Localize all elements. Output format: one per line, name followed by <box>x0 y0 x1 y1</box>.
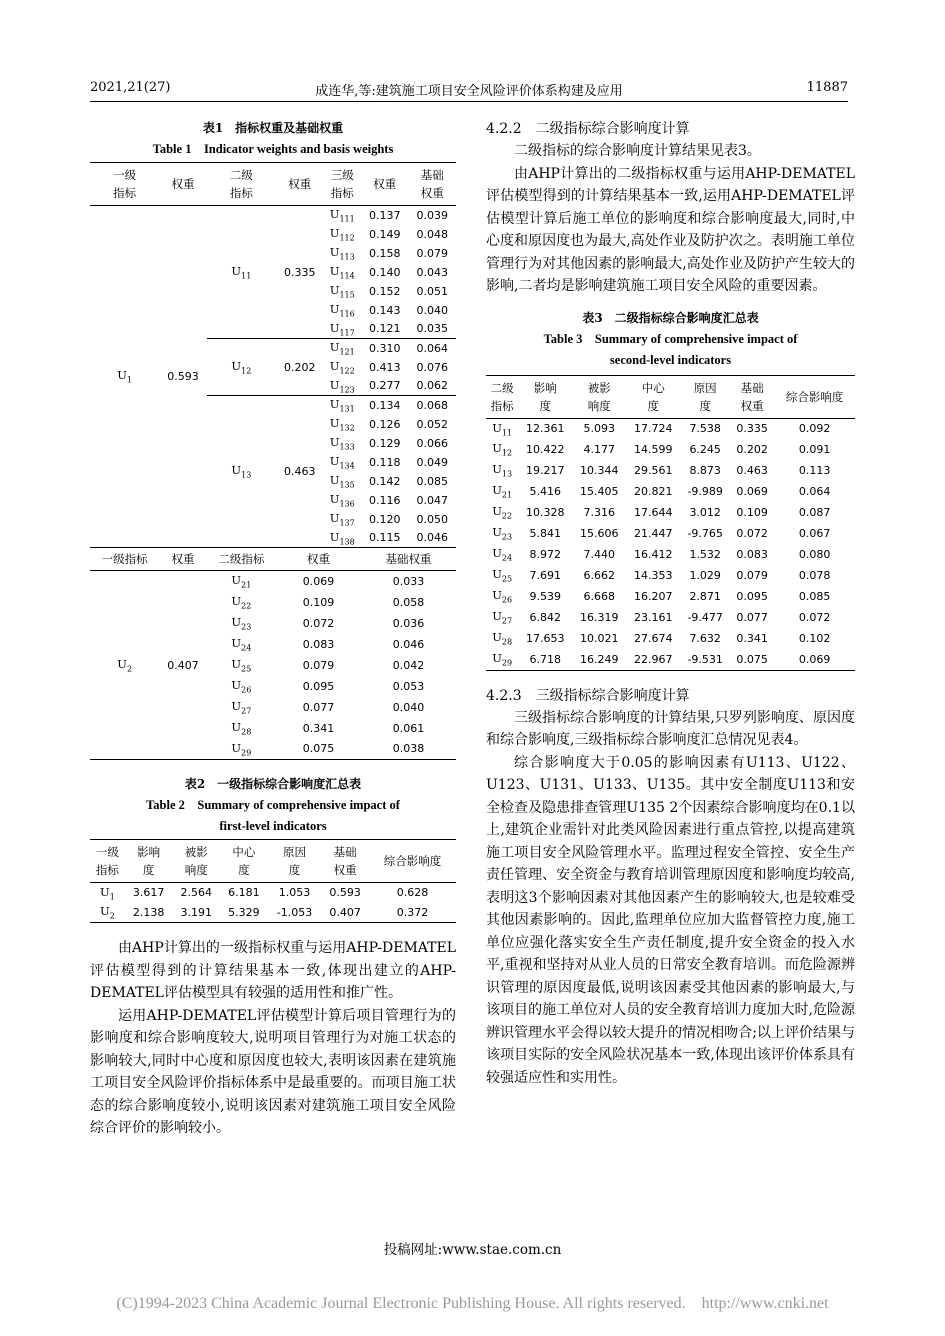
table3-cell-col6: 0.069 <box>798 652 831 666</box>
table1-level3-cell: $U_{111}$ <box>329 207 355 224</box>
table1-level3-cell: $U_{116}$ <box>329 301 355 319</box>
table3-cell-col2: 6.668 <box>583 590 616 603</box>
table1-level3-weight: 0.149 <box>369 227 401 241</box>
table1-level3-weight: 0.310 <box>369 341 401 355</box>
table1-u2-basis-weight: 0.061 <box>392 721 425 735</box>
table2-cell-col5: 0.593 <box>329 886 361 900</box>
table3-cell-col4: 6.245 <box>689 443 721 456</box>
section-423-title: 4.2.3 三级指标综合影响度计算 <box>486 687 690 704</box>
table1-level3-cell: $U_{113}$ <box>329 244 355 262</box>
table1-u2-level2-cell: $U_{27}$ <box>231 698 252 716</box>
table3-cell-col2: 10.021 <box>580 632 619 645</box>
table1-subheader-4: 基础权重 <box>385 552 432 566</box>
table3-cell-col5: 0.109 <box>736 506 768 519</box>
table1-u2-level2-weight: 0.095 <box>302 679 335 693</box>
table3-cell-col3: 16.207 <box>634 590 673 603</box>
table2-header-3: 中心 度 <box>220 840 268 883</box>
table1-level1-weight: 0.593 <box>167 370 199 383</box>
table1-basis-weight: 0.050 <box>416 512 448 526</box>
table1-basis-weight: 0.062 <box>409 377 457 396</box>
table1-subheader-2: 二级指标 <box>218 552 265 566</box>
table1-caption-en: Table 1 Indicator weights and basis weights <box>152 142 394 156</box>
table1-level2-cell: $U_{11}$ <box>207 206 276 339</box>
table1-level3-cell: $U_{134}$ <box>329 453 355 471</box>
table2-header-5: 基础 权重 <box>321 840 369 883</box>
table3-cell-col0: $U_{11}$ <box>492 420 513 437</box>
table3-cell-col3: 22.967 <box>634 652 673 666</box>
header-page-number: 11887 <box>806 80 848 95</box>
table1-level3-cell: $U_{138}$ <box>329 529 355 546</box>
table1-basis-weight: 0.047 <box>416 493 448 507</box>
table2-cell-col1: 3.617 <box>132 886 165 900</box>
table1-level2-weight: 0.202 <box>276 339 323 396</box>
table2-caption-en-2: first-level indicators <box>219 819 327 833</box>
table1-level3-weight: 0.116 <box>369 493 401 507</box>
table3-cell-col2: 6.662 <box>583 569 616 582</box>
table1-level2-weight: 0.463 <box>283 465 316 478</box>
table1-level3-cell: $U_{137}$ <box>329 510 355 528</box>
table3-cell-col2: 15.606 <box>580 527 619 540</box>
table3-header-3: 中心 度 <box>626 375 680 418</box>
table1-u2-basis-weight: 0.036 <box>392 616 425 630</box>
table1-level2-cell: $U_{12}$ <box>207 339 276 396</box>
table3-cell-col3: 29.561 <box>634 464 673 477</box>
table1-u2-level2-cell: $U_{25}$ <box>231 656 252 674</box>
table1-level3-cell: $U_{112}$ <box>329 225 355 243</box>
table1-u2-level2-cell: $U_{28}$ <box>231 719 252 737</box>
table1-level3-weight: 0.137 <box>369 208 401 222</box>
table3-header-6: 综合影响度 <box>774 375 855 418</box>
table1-basis-weight: 0.051 <box>416 284 448 298</box>
table1-level3-weight: 0.129 <box>369 436 401 450</box>
table1-level3-cell: $U_{136}$ <box>329 491 355 509</box>
table2-cell-col0: $U_1$ <box>99 884 115 901</box>
left-paragraph-2: 运用AHP-DEMATEL评估模型计算后项目管理行为的影响度和综合影响度较大,说明项目管理行为对施工状态的影响较大,同时中心度和原因度也较大,表明该因素在建筑施工项目安全风险评价指标体系中是最重要的。而项目施工状态的综合影响度较小,说明该因素对建筑施工项目安全风险综合评价的影响较小。 <box>90 1007 456 1136</box>
table3-cell-col1: 12.361 <box>526 422 565 436</box>
section-422-paragraph-1: 二级指标的综合影响度计算结果见表3。 <box>514 143 761 159</box>
table1-level3-weight: 0.118 <box>369 455 401 469</box>
table3 <box>486 375 855 671</box>
table3-cell-col4: -9.765 <box>687 527 723 540</box>
table1-level3-weight: 0.115 <box>369 531 401 545</box>
table1-level1-cell: $U_1$ <box>117 368 133 385</box>
table3-cell-col6: 0.067 <box>798 527 831 540</box>
table1-header-6: 基础 权重 <box>409 163 457 206</box>
table1-basis-weight: 0.064 <box>416 341 448 355</box>
table3-cell-col0: $U_{28}$ <box>492 630 513 647</box>
table3-cell-col5: 0.335 <box>736 422 768 436</box>
table3-cell-col4: 1.029 <box>689 569 721 582</box>
table1-u2-basis-weight: 0.058 <box>392 595 425 609</box>
table1-u2-basis-weight: 0.042 <box>392 658 425 672</box>
table3-cell-col5: 0.072 <box>736 527 768 540</box>
table1-header-3: 权重 <box>276 163 323 206</box>
table3-cell-col1: 5.841 <box>529 527 562 540</box>
table3-cell-col6: 0.064 <box>798 485 831 498</box>
table1-level3-weight: 0.126 <box>369 417 401 431</box>
table1-u2-basis-weight: 0.053 <box>392 679 425 693</box>
table1-basis-weight: 0.043 <box>416 265 448 279</box>
table3-cell-col6: 0.072 <box>798 611 831 624</box>
section-423-paragraph-2: 综合影响度大于0.05的影响因素有U113、U122、U123、U131、U133、U135。其中安全制度U113和安全检查及隐患排查管理U135 2个因素综合影响度均在0.1以上,建筑企业需针对此类风险因素进行重点管控,以提高建筑施工项目安全风险管理水平。监理过程安全管控、安全生产责任管理、安全资金与教育培训管理原因度和影响度均较高,表明这3个影响因素对其他因素产生的影响较大,也是较难受其他因素影响的。因此,监理单位应加大监督管控力度,施工单位应强化落实安全生产责任制度,提升安全资金的投入水平,重视和坚持对从业人员的日常安全教育培训。而危险源辨识管理的原因度最低,说明该因素受其他因素的影响最大,与该项目的施工单位对人员的安全教育培训力度加大时,危险源辨识管理水平会得以较大提升的情况相吻合;以上评价结果与该项目实际的安全风险状况基本一致,体现出该评价体系具有较强适应性和实用性。 <box>486 754 855 1086</box>
table3-cell-col0: $U_{22}$ <box>492 504 513 521</box>
table2-header-6: 综合影响度 <box>369 840 456 883</box>
table1-level3-cell: $U_{132}$ <box>329 415 355 433</box>
table1-subheader-1: 权重 <box>171 552 195 566</box>
table1-u2-basis-weight: 0.033 <box>392 574 425 588</box>
table1-level3-cell: $U_{121}$ <box>329 340 355 357</box>
header-issue: 2021,21(27) <box>90 80 171 95</box>
table1-level3-weight: 0.120 <box>369 512 401 526</box>
table3-cell-col5: 0.075 <box>736 652 768 666</box>
table3-header-5: 基础 权重 <box>730 375 774 418</box>
table3-cell-col1: 6.842 <box>529 611 562 624</box>
table3-cell-col3: 16.412 <box>634 548 673 561</box>
table1-basis-weight: 0.046 <box>416 531 448 545</box>
left-paragraph-1: 由AHP计算出的一级指标权重与运用AHP-DEMATEL评估模型得到的计算结果基本一致,体现出建立的AHP-DEMATEL评估模型具有较强的适用性和推广性。 <box>90 940 456 1001</box>
table1-u2-level2-weight: 0.341 <box>302 721 335 735</box>
table1-u2-level2-cell: $U_{24}$ <box>231 635 252 653</box>
table3-cell-col3: 17.644 <box>634 506 673 519</box>
running-header <box>90 80 848 102</box>
table3-cell-col1: 17.653 <box>526 632 565 645</box>
table3-caption-en-1: Table 3 Summary of comprehensive impact of <box>543 331 798 346</box>
table1-level3-cell: $U_{133}$ <box>329 434 355 452</box>
table3-header-1: 影响 度 <box>518 375 572 418</box>
table1-level2-weight: 0.335 <box>276 206 323 339</box>
table3-cell-col0: $U_{21}$ <box>492 483 513 500</box>
header-title: 成连华,等:建筑施工项目安全风险评价体系构建及应用 <box>315 84 623 99</box>
table2-cell-col4: 1.053 <box>278 886 311 900</box>
table3-cell-col6: 0.078 <box>798 569 831 582</box>
table1-caption-cn: 表1 指标权重及基础权重 <box>202 121 344 135</box>
table1-u2-level2-weight: 0.075 <box>302 742 335 756</box>
table1-level3-weight: 0.121 <box>361 320 408 339</box>
table1-basis-weight: 0.076 <box>416 360 448 374</box>
table3-cell-col3: 20.821 <box>634 485 673 498</box>
table3-cell-col2: 4.177 <box>583 443 616 456</box>
table2-header-4: 原因 度 <box>268 840 322 883</box>
table3-cell-col6: 0.092 <box>798 422 831 436</box>
table3-caption-cn: 表3 二级指标综合影响度汇总表 <box>582 310 759 325</box>
table3-cell-col1: 10.422 <box>526 443 565 456</box>
table3-header-4: 原因 度 <box>680 375 730 418</box>
table1-u2-level2-cell: $U_{26}$ <box>231 677 252 695</box>
table3-cell-col1: 10.328 <box>526 506 565 519</box>
table1-u2-level2-weight: 0.072 <box>302 616 335 630</box>
table2-cell-col3: 5.329 <box>228 905 260 919</box>
table3-caption-en-2: second-level indicators <box>609 352 732 367</box>
table1-subheader-3: 权重 <box>307 552 331 566</box>
table3-cell-col4: -9.531 <box>687 652 723 666</box>
table3-cell-col1: 7.691 <box>529 569 562 582</box>
table3-cell-col6: 0.091 <box>798 443 831 456</box>
table3-cell-col4: 7.538 <box>689 422 721 436</box>
table3-cell-col3: 14.353 <box>634 569 673 582</box>
table1-level3-cell: $U_{131}$ <box>329 397 355 414</box>
table1-level3-weight: 0.158 <box>369 246 401 260</box>
table3-cell-col5: 0.077 <box>736 611 768 624</box>
table3-cell-col2: 16.249 <box>580 652 619 666</box>
table3-cell-col3: 17.724 <box>634 422 673 436</box>
table1-level3-weight: 0.152 <box>369 284 401 298</box>
table1-u2-level2-cell: $U_{29}$ <box>231 740 252 757</box>
table3-cell-col2: 7.440 <box>583 548 616 561</box>
table2-header-1: 影响 度 <box>125 840 173 883</box>
table1-header-4: 三级 指标 <box>323 163 361 206</box>
table3-cell-col5: 0.202 <box>736 443 768 456</box>
table1-level3-weight: 0.143 <box>369 303 401 317</box>
table3-cell-col4: 3.012 <box>689 506 721 519</box>
table3-cell-col2: 7.316 <box>583 506 616 519</box>
table1-u2-level2-weight: 0.079 <box>302 658 335 672</box>
table3-cell-col0: $U_{13}$ <box>492 462 513 479</box>
table3-cell-col4: 8.873 <box>689 464 721 477</box>
table2-cell-col5: 0.407 <box>329 905 361 919</box>
table3-cell-col4: 1.532 <box>689 548 721 561</box>
table1-u2-level1-cell: $U_2$ <box>117 656 133 674</box>
table2-header-0: 一级 指标 <box>90 840 125 883</box>
table3-cell-col6: 0.085 <box>798 590 831 603</box>
section-422-paragraph-2: 由AHP计算出的二级指标权重与运用AHP-DEMATEL评估模型得到的计算结果基本一致,运用AHP-DEMATEL评估模型计算后施工单位的影响度和综合影响度最大,同时,中心度和原因度也为最大,高处作业及防护次之。表明施工单位管理行为对其他因素的影响最大,高处作业及防护产生较大的影响,二者均是影响建筑施工项目安全风险的重要因素。 <box>486 165 855 294</box>
table3-header-2: 被影 响度 <box>572 375 626 418</box>
table3-cell-col1: 5.416 <box>529 485 562 498</box>
table3-cell-col6: 0.102 <box>798 632 831 645</box>
section-423-paragraph-1: 三级指标综合影响度的计算结果,只罗列影响度、原因度和综合影响度,三级指标综合影响度汇总情况见表4。 <box>486 709 855 748</box>
table1-basis-weight: 0.049 <box>416 455 448 469</box>
table1-u2-basis-weight: 0.046 <box>392 637 425 651</box>
table3-cell-col2: 15.405 <box>580 485 619 498</box>
table3-cell-col1: 8.972 <box>529 548 562 561</box>
table1-u2-level2-weight: 0.077 <box>302 700 335 714</box>
table3-cell-col1: 9.539 <box>529 590 562 603</box>
table3-cell-col0: $U_{26}$ <box>492 588 513 605</box>
table3-cell-col5: 0.341 <box>736 632 768 645</box>
table3-cell-col2: 10.344 <box>580 464 619 477</box>
table1-level3-cell: $U_{122}$ <box>329 358 355 376</box>
table2-cell-col1: 2.138 <box>132 905 165 919</box>
table2-cell-col6: 0.628 <box>396 886 429 900</box>
table3-cell-col4: 2.871 <box>689 590 721 603</box>
table1-u2-basis-weight: 0.038 <box>392 742 425 756</box>
table3-cell-col4: -9.477 <box>687 611 723 624</box>
table1-basis-weight: 0.035 <box>409 320 457 339</box>
table2-header-2: 被影 响度 <box>172 840 220 883</box>
table3-cell-col0: $U_{23}$ <box>492 525 513 542</box>
table3-cell-col5: 0.463 <box>736 464 768 477</box>
table2-cell-col0: $U_2$ <box>99 904 115 921</box>
table1-u2-level1-weight: 0.407 <box>167 658 199 672</box>
table3-cell-col1: 19.217 <box>526 464 565 477</box>
table2-caption-en-1: Table 2 Summary of comprehensive impact of <box>146 798 400 812</box>
table3-cell-col6: 0.080 <box>798 548 831 561</box>
table1-basis-weight: 0.039 <box>416 208 448 222</box>
table3-cell-col2: 16.319 <box>580 611 619 624</box>
table2-caption-cn: 表2 一级指标综合影响度汇总表 <box>184 777 362 791</box>
table1-level3-cell: $U_{115}$ <box>329 282 355 300</box>
table1-level3-cell: $U_{114}$ <box>329 263 355 281</box>
table1-level3-weight: 0.140 <box>369 265 401 279</box>
table1-u2-level2-weight: 0.069 <box>302 574 335 588</box>
table1-basis-weight: 0.052 <box>416 417 448 431</box>
table3-header-0: 二级 指标 <box>486 375 518 418</box>
header-rule <box>90 101 848 102</box>
table3-cell-col5: 0.083 <box>736 548 768 561</box>
table2-cell-col3: 6.181 <box>228 886 260 900</box>
table1-level3-cell: $U_{123}$ <box>323 377 361 396</box>
table3-cell-col2: 5.093 <box>583 422 616 436</box>
table1-basis-weight: 0.040 <box>416 303 448 317</box>
table1 <box>90 162 456 760</box>
table3-cell-col6: 0.113 <box>798 464 831 477</box>
section-422-title: 4.2.2 二级指标综合影响度计算 <box>486 121 690 137</box>
table1-basis-weight: 0.079 <box>416 246 448 260</box>
table1-level3-weight: 0.277 <box>361 377 408 396</box>
table3-cell-col5: 0.069 <box>736 485 768 498</box>
table3-cell-col4: -9.989 <box>687 485 723 498</box>
table3-cell-col0: $U_{29}$ <box>492 651 513 668</box>
table1-basis-weight: 0.085 <box>416 474 448 488</box>
table1-u2-basis-weight: 0.040 <box>392 700 425 714</box>
table3-cell-col1: 6.718 <box>529 652 562 666</box>
right-column <box>486 118 855 1089</box>
table2-cell-col4: -1.053 <box>276 905 313 919</box>
table3-cell-col4: 7.632 <box>689 632 721 645</box>
table3-cell-col5: 0.095 <box>736 590 768 603</box>
table3-cell-col0: $U_{27}$ <box>492 609 513 626</box>
table3-cell-col0: $U_{12}$ <box>492 441 513 458</box>
table1-header-2: 二级 指标 <box>207 163 276 206</box>
table1-u2-level2-cell: $U_{22}$ <box>231 593 252 611</box>
table3-cell-col5: 0.079 <box>736 569 768 582</box>
table1-level3-cell: $U_{117}$ <box>323 320 361 339</box>
table1-u2-level2-cell: $U_{21}$ <box>231 573 252 590</box>
table1-level3-weight: 0.413 <box>369 360 401 374</box>
table1-u2-level2-weight: 0.083 <box>302 637 335 651</box>
table1-level3-weight: 0.142 <box>369 474 401 488</box>
table1-level3-weight: 0.134 <box>369 398 401 412</box>
table1-u2-level2-cell: $U_{23}$ <box>231 614 252 632</box>
table2-cell-col2: 2.564 <box>180 886 212 900</box>
table1-header-1: 权重 <box>159 163 206 206</box>
table3-cell-col3: 14.599 <box>634 443 673 456</box>
table3-cell-col0: $U_{25}$ <box>492 567 513 584</box>
table3-cell-col3: 27.674 <box>634 632 673 645</box>
copyright-line: (C)1994-2023 China Academic Journal Electronic Publishing House. All rights reserved. http://www.cnki.net <box>116 1295 829 1312</box>
table3-cell-col3: 23.161 <box>634 611 673 624</box>
table1-subheader-0: 一级指标 <box>101 552 148 566</box>
submission-url: 投稿网址:www.stae.com.cn <box>383 1242 562 1258</box>
table1-level3-cell: $U_{135}$ <box>329 472 355 490</box>
table1-header-0: 一级 指标 <box>90 163 159 206</box>
table3-cell-col0: $U_{24}$ <box>492 546 513 563</box>
table1-basis-weight: 0.068 <box>416 398 448 412</box>
left-column <box>90 118 456 1140</box>
table3-cell-col3: 21.447 <box>634 527 673 540</box>
table2-cell-col6: 0.372 <box>396 905 429 919</box>
table2-cell-col2: 3.191 <box>180 905 212 919</box>
table1-u2-level2-weight: 0.109 <box>302 595 335 609</box>
table1-basis-weight: 0.066 <box>416 436 448 450</box>
table1-basis-weight: 0.048 <box>416 227 448 241</box>
table3-cell-col6: 0.087 <box>798 506 831 519</box>
table1-level2-cell: $U_{13}$ <box>231 463 252 480</box>
table2 <box>90 839 456 923</box>
table1-header-5: 权重 <box>361 163 408 206</box>
